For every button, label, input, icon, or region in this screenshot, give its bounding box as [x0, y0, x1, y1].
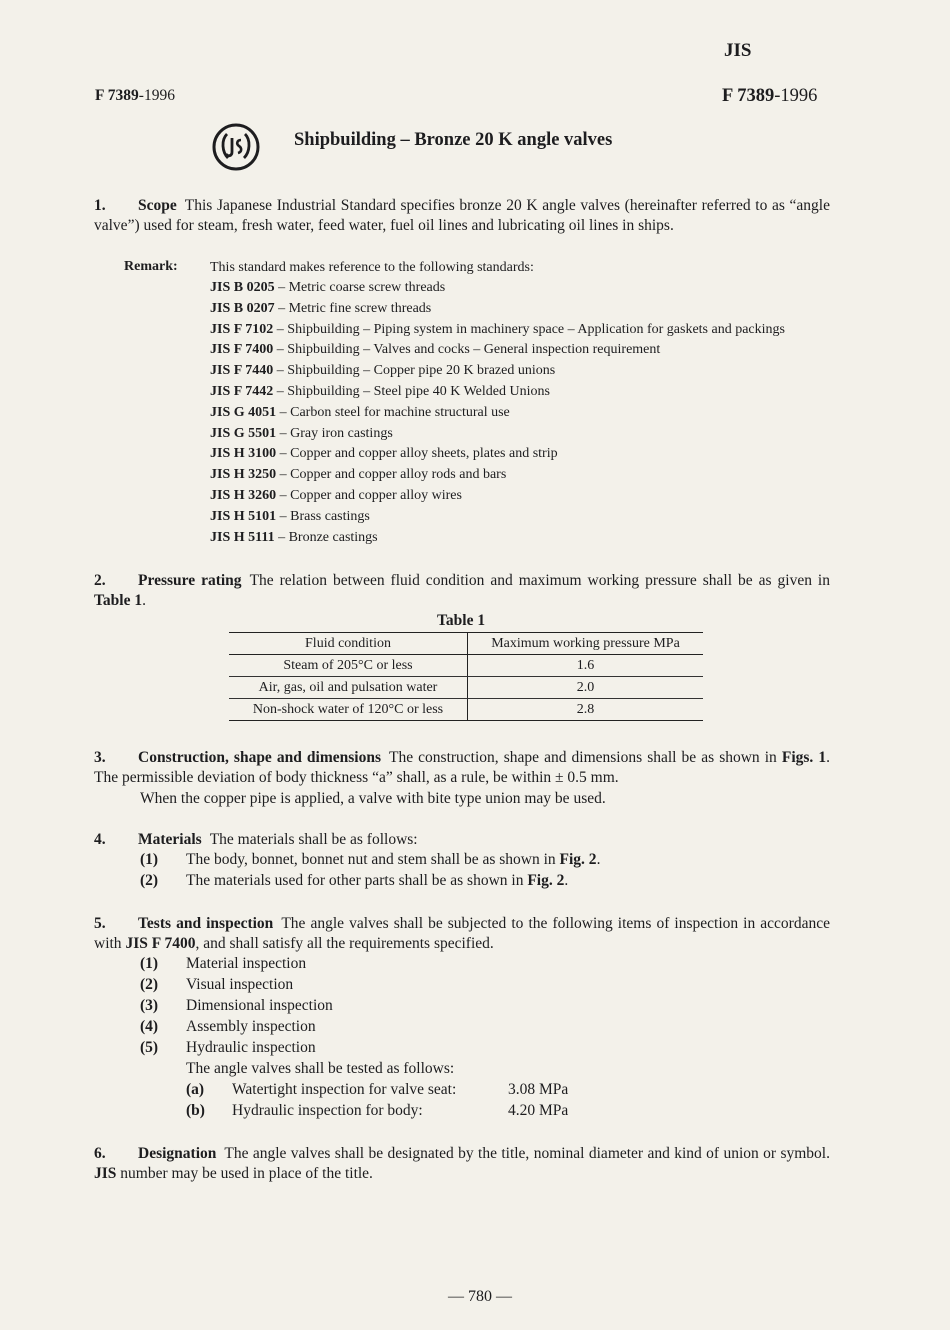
list-item: (1) The body, bonnet, bonnet nut and stem shall be as shown in Fig. 2. [140, 851, 601, 868]
doc-number-right: F 7389-1996 [722, 86, 818, 106]
reference-code: JIS H 3260 [210, 487, 277, 503]
table-cell: Non-shock water of 120°C or less [229, 699, 468, 721]
page-number: — 780 — [448, 1288, 512, 1305]
section-scope: 1. Scope This Japanese Industrial Standard specifies bronze 20 K angle valves (hereinafter referred to as “angle valve”) used for steam, fresh water, feed water, fuel oil lines and lubricating oil lines in ships. [94, 197, 830, 234]
reference-title: – Shipbuilding – Piping system in machinery space – Application for gaskets and packings [273, 321, 785, 337]
pressure-value: 3.08 MPa [508, 1081, 569, 1098]
reference-item [210, 467, 785, 488]
reference-code: JIS B 0205 [210, 280, 275, 295]
reference-item [210, 322, 785, 343]
hydraulic-intro: The angle valves shall be tested as follows: [186, 1060, 455, 1077]
reference-item [210, 342, 785, 363]
reference-title: – Copper and copper alloy wires [276, 487, 462, 503]
table-caption: Table 1 [437, 612, 486, 629]
reference-item [210, 426, 785, 447]
reference-item [210, 301, 785, 322]
jis-mark-icon [210, 122, 262, 172]
reference-item [210, 530, 785, 551]
reference-code: JIS H 5101 [210, 508, 277, 524]
reference-title: – Copper and copper alloy rods and bars [276, 467, 507, 483]
reference-code: JIS H 5111 [210, 529, 275, 545]
reference-code: JIS F 7440 [210, 363, 274, 379]
reference-code: JIS B 0207 [210, 300, 275, 316]
list-item: (1) Material inspection [140, 955, 307, 972]
reference-code: JIS H 3250 [210, 467, 277, 483]
table-cell: Air, gas, oil and pulsation water [229, 677, 468, 699]
reference-title: – Shipbuilding – Steel pipe 40 K Welded Unions [273, 383, 550, 399]
reference-item [210, 446, 785, 467]
reference-list [210, 280, 785, 550]
reference-code: JIS G 5501 [210, 425, 277, 441]
reference-code: JIS H 3100 [210, 446, 277, 462]
reference-title: – Brass castings [276, 508, 370, 524]
reference-item [210, 488, 785, 509]
table-cell: 2.0 [468, 677, 704, 699]
reference-item [210, 384, 785, 405]
table-cell: Steam of 205°C or less [229, 655, 468, 677]
reference-item [210, 363, 785, 384]
list-item: (2) Visual inspection [140, 976, 294, 993]
hydraulic-test-list [186, 1081, 569, 1123]
reference-code: JIS F 7400 [210, 342, 274, 358]
reference-title: – Bronze castings [274, 529, 378, 545]
page-title: Shipbuilding – Bronze 20 K angle valves [294, 130, 613, 150]
inspection-list [140, 955, 333, 1060]
pressure-value: 4.20 MPa [508, 1102, 569, 1119]
reference-title: – Shipbuilding – Copper pipe 20 K brazed unions [273, 363, 556, 379]
list-item: (3) Dimensional inspection [140, 997, 333, 1014]
reference-code: JIS G 4051 [210, 404, 277, 420]
remark-intro: This standard makes reference to the following standards: [210, 260, 534, 275]
table-header-row [229, 633, 703, 655]
jis-mark: JIS [724, 40, 752, 61]
reference-title: – Carbon steel for machine structural use [276, 404, 510, 420]
section-materials: 4. Materials The materials shall be as follows: [94, 831, 418, 848]
section-pressure-rating: 2. Pressure rating The relation between fluid condition and maximum working pressure shall be as given in Table 1. [94, 572, 830, 609]
table-row [229, 655, 703, 677]
reference-code: JIS F 7442 [210, 383, 274, 399]
list-item: (b) Hydraulic inspection for body: 4.20 MPa [186, 1102, 569, 1119]
construction-note: When the copper pipe is applied, a valve with bite type union may be used. [140, 790, 606, 807]
section-designation: 6. Designation The angle valves shall be designated by the title, nominal diameter and kind of union or symbol. JIS number may be used in place of the title. [94, 1145, 830, 1182]
column-header: Fluid condition [229, 633, 468, 655]
section-tests: 5. Tests and inspection The angle valves shall be subjected to the following items of inspection in accordance with JIS F 7400, and shall satisfy all the requirements specified. [94, 915, 830, 952]
reference-title: – Gray iron castings [276, 425, 393, 441]
doc-number-left: F 7389-1996 [95, 87, 175, 104]
reference-item [210, 509, 785, 530]
table-row [229, 699, 703, 721]
list-item: (5) Hydraulic inspection [140, 1039, 316, 1056]
reference-item [210, 280, 785, 301]
column-header: Maximum working pressure MPa [468, 633, 704, 655]
table-cell: 2.8 [576, 701, 595, 717]
list-item: (2) The materials used for other parts shall be as shown in Fig. 2. [140, 872, 569, 889]
list-item: (4) Assembly inspection [140, 1018, 316, 1035]
remark-label: Remark: [124, 259, 178, 274]
reference-title: – Metric coarse screw threads [274, 280, 446, 295]
materials-list [140, 851, 600, 893]
reference-title: – Metric fine screw threads [274, 300, 432, 316]
table-cell: 1.6 [468, 655, 704, 677]
section-construction: 3. Construction, shape and dimensions The construction, shape and dimensions shall be as shown in Figs. 1. The permissible deviation of body thickness “a” shall, as a rule, be within ± 0.5 mm. [94, 749, 830, 786]
list-item: (a) Watertight inspection for valve seat: 3.08 MPa [186, 1081, 569, 1098]
pressure-table [229, 632, 703, 721]
reference-title: – Shipbuilding – Valves and cocks – General inspection requirement [273, 342, 661, 358]
reference-code: JIS F 7102 [210, 321, 274, 337]
table-row [229, 677, 703, 699]
reference-title: – Copper and copper alloy sheets, plates and strip [276, 446, 558, 462]
reference-item [210, 405, 785, 426]
